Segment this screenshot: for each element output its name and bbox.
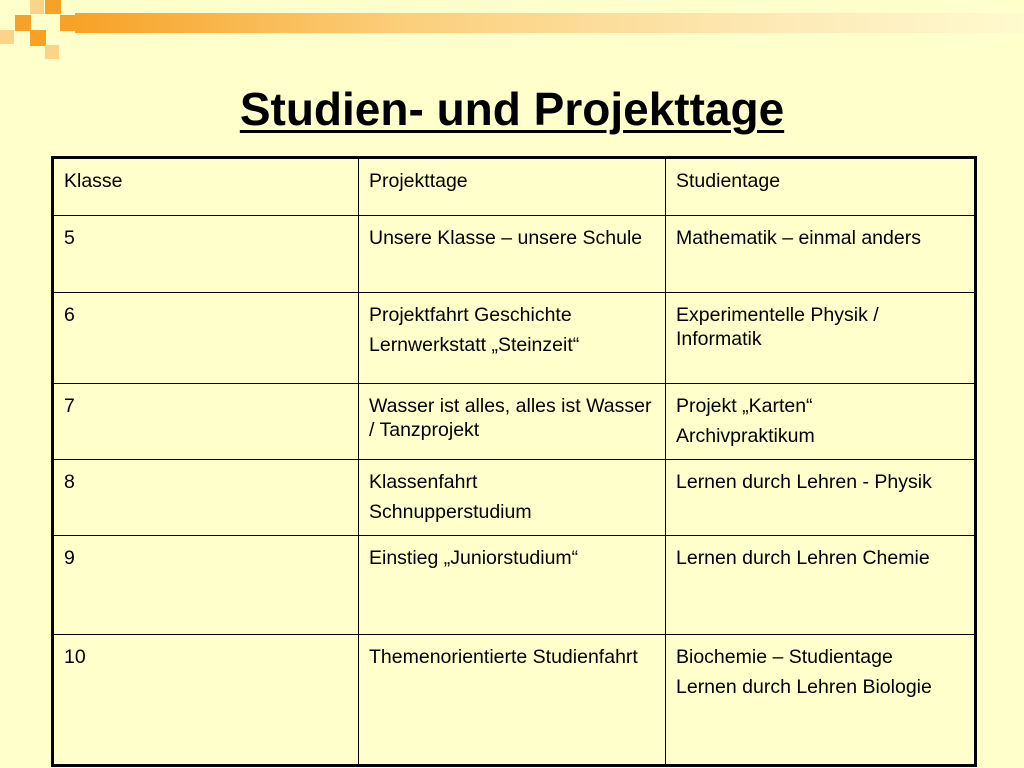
cell-projekttage — [359, 536, 666, 635]
cell-text: 9 — [64, 547, 75, 569]
cell-text: Projektfahrt Geschichte — [369, 304, 572, 326]
cell-studientage — [666, 384, 976, 460]
cell-projekttage — [359, 635, 666, 766]
cell-text: 5 — [64, 227, 75, 249]
cell-text: Schnupperstudium — [369, 501, 532, 523]
cell-projekttage — [359, 384, 666, 460]
cell-klasse — [53, 216, 359, 293]
table-row — [53, 293, 976, 384]
cell-text: 7 — [64, 395, 75, 417]
header-cell-studientage: Studientage — [666, 158, 976, 216]
cell-text: Wasser ist alles, alles ist Wasser / Tanzprojekt — [369, 395, 652, 441]
table-row — [53, 460, 976, 536]
table-header-row — [53, 158, 976, 216]
cell-text: Einstieg „Juniorstudium“ — [369, 547, 579, 569]
cell-klasse — [53, 635, 359, 766]
cell-text: 10 — [64, 646, 86, 668]
decor-square — [45, 0, 61, 14]
cell-text: Lernen durch Lehren Chemie — [676, 547, 930, 569]
decor-square — [0, 30, 14, 44]
cell-text: Klassenfahrt — [369, 471, 478, 493]
table-row — [53, 536, 976, 635]
cell-text: Experimentelle Physik / Informatik — [676, 304, 879, 350]
cell-text: Archivpraktikum — [676, 425, 815, 447]
cell-studientage — [666, 536, 976, 635]
decor-square — [30, 30, 46, 46]
cell-text: 6 — [64, 304, 75, 326]
cell-projekttage — [359, 293, 666, 384]
cell-studientage — [666, 460, 976, 536]
cell-text: Lernwerkstatt „Steinzeit“ — [369, 334, 580, 356]
cell-klasse — [53, 384, 359, 460]
decor-square — [15, 15, 31, 31]
cell-text: Biochemie – Studientage — [676, 646, 893, 668]
header-cell-projekttage: Projekttage — [359, 158, 666, 216]
cell-studientage — [666, 635, 976, 766]
header-decoration — [0, 0, 1024, 60]
cell-projekttage — [359, 460, 666, 536]
cell-text: Lernen durch Lehren Biologie — [676, 676, 932, 698]
table-row — [53, 635, 976, 766]
cell-text: Mathematik – einmal anders — [676, 227, 921, 249]
cell-text: Projekt „Karten“ — [676, 395, 813, 417]
decor-square — [60, 15, 76, 31]
cell-text: Lernen durch Lehren - Physik — [676, 471, 932, 493]
schedule-table — [51, 156, 977, 767]
cell-text: Unsere Klasse – unsere Schule — [369, 227, 643, 249]
cell-text: Themenorientierte Studienfahrt — [369, 646, 638, 668]
table-row — [53, 216, 976, 293]
table-row — [53, 384, 976, 460]
cell-studientage — [666, 293, 976, 384]
cell-klasse — [53, 293, 359, 384]
cell-projekttage — [359, 216, 666, 293]
header-cell-klasse: Klasse — [53, 158, 359, 216]
decor-square — [45, 45, 59, 59]
decor-square — [30, 0, 44, 14]
cell-studientage — [666, 216, 976, 293]
cell-klasse — [53, 460, 359, 536]
cell-text: 8 — [64, 471, 75, 493]
gradient-band — [75, 13, 1024, 33]
cell-klasse — [53, 536, 359, 635]
page-title: Studien- und Projekttage — [239, 83, 785, 135]
